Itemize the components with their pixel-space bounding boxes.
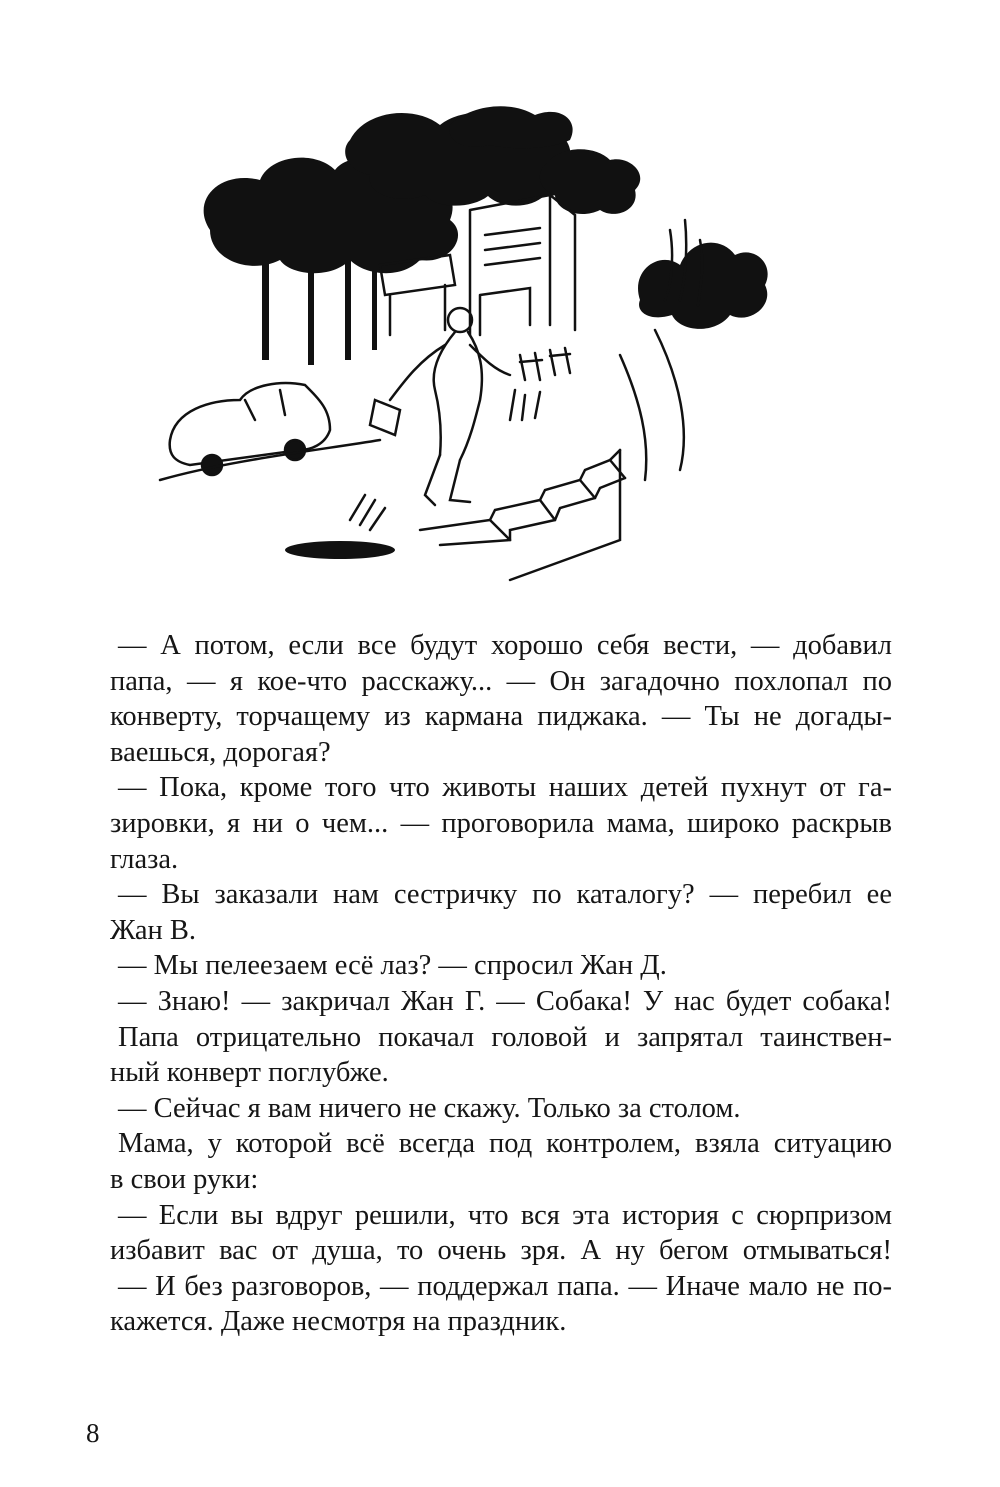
text-line: ваешься, дорогая? xyxy=(110,736,331,768)
text-line: Жан В. xyxy=(110,914,196,946)
text-line: зировки, я ни о чем... — проговорила мама, широко раскрыв xyxy=(110,807,892,839)
text-line: ный конверт поглубже. xyxy=(110,1057,389,1089)
text-line: конверту, торчащему из кармана пиджака. — Ты не догады- xyxy=(110,701,892,733)
text-line: в свои руки: xyxy=(110,1163,259,1195)
text-line: Мама, у которой всё всегда под контролем, взяла ситуацию xyxy=(118,1128,892,1160)
text-line: — И без разговоров, — поддержал папа. — Иначе мало не по- xyxy=(118,1270,892,1302)
text-line: — Если вы вдруг решили, что вся эта история с сюрпризом xyxy=(118,1199,892,1231)
text-line: кажется. Даже несмотря на праздник. xyxy=(110,1306,567,1338)
text-line: — Сейчас я вам ничего не скажу. Только за столом. xyxy=(118,1092,741,1124)
text-line: — Вы заказали нам сестричку по каталогу? — перебил ее xyxy=(118,879,892,911)
text-line: избавит вас от душа, то очень зря. А ну бегом отмываться! xyxy=(110,1235,892,1267)
text-line: глаза. xyxy=(110,843,179,875)
text-line: — А потом, если все будут хорошо себя вести, — добавил xyxy=(118,630,892,661)
text-line: — Мы пелеезаем есё лаз? — спросил Жан Д. xyxy=(118,950,667,982)
body-text xyxy=(110,628,892,1340)
text-line: — Знаю! — закричал Жан Г. — Собака! У нас будет собака! xyxy=(118,985,892,1017)
street-scene-illustration-icon xyxy=(150,100,790,590)
text-line: — Пока, кроме того что животы наших детей пухнут от га- xyxy=(118,772,892,804)
page-number: 8 xyxy=(86,1418,100,1448)
text-line: Папа отрицательно покачал головой и запрятал таинствен- xyxy=(118,1021,892,1053)
text-line: папа, — я кое-что расскажу... — Он загадочно похлопал по xyxy=(110,665,892,697)
